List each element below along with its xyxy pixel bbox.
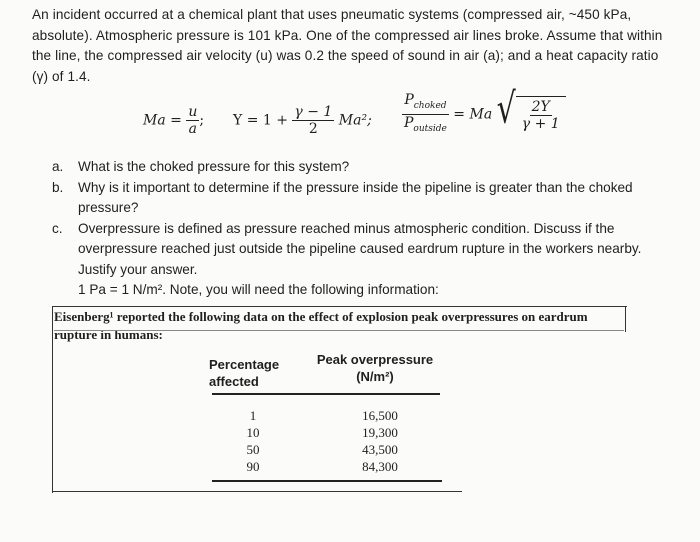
table-cell: 90 [246, 459, 260, 474]
question-list [52, 157, 672, 301]
formula-row [0, 84, 700, 152]
mach-formula: Ma = $\frac{u}{a}$ ; [143, 104, 205, 137]
table-cell: 10 [246, 425, 260, 440]
y-formula: Y = 1 + $\frac{\gamma - 1}{2}$ Ma²; [233, 104, 372, 137]
unit-note: 1 Pa = 1 N/m². Note, you will need the following information: [78, 282, 439, 297]
table-cell: 16,500 [362, 408, 398, 423]
table-cell: 1 [249, 408, 257, 423]
table-cell: 84,300 [362, 459, 398, 474]
question-c: c. Overpressure is defined as pressure reached minus atmospheric condition. Discuss if the overpressure reached just outside the pipeline caused eardrum rupture in the workers nearby. Justify your answer. [52, 220, 642, 277]
column-header-overpressure: Peak overpressure (N/m²) [316, 352, 434, 384]
choked-ratio-formula: $\frac{P_{choked}}{P_{outside}}$ = Ma √ $\frac{2Y}{\gamma + 1}$ [402, 92, 566, 137]
pressure-column [350, 407, 410, 475]
percentage-column [240, 407, 266, 475]
column-header-percentage: Percentage affected [209, 357, 280, 389]
table-cell: 19,300 [362, 425, 398, 440]
table-cell: 43,500 [362, 442, 398, 457]
question-b: b. Why is it important to determine if the pressure inside the pipeline is greater than the choked pressure? [52, 179, 633, 215]
table-caption: Eisenberg¹ reported the following data on the effect of explosion peak overpressures on eardrum rupture in humans: [54, 309, 588, 342]
question-a: a. What is the choked pressure for this system? [52, 159, 350, 174]
problem-intro: An incident occurred at a chemical plant that uses pneumatic systems (compressed air, ~450 kPa, absolute). Atmospheric pressure is 101 kPa. One of the compressed air lines broke. Assume that within the line, the compressed air velocity (u) was 0.2 the speed of sound in air (a); and a heat capacity ratio (γ) of 1.4. [32, 7, 663, 84]
square-root: √ $\frac{2Y}{\gamma + 1}$ [497, 96, 566, 132]
table-cell: 50 [246, 442, 260, 457]
